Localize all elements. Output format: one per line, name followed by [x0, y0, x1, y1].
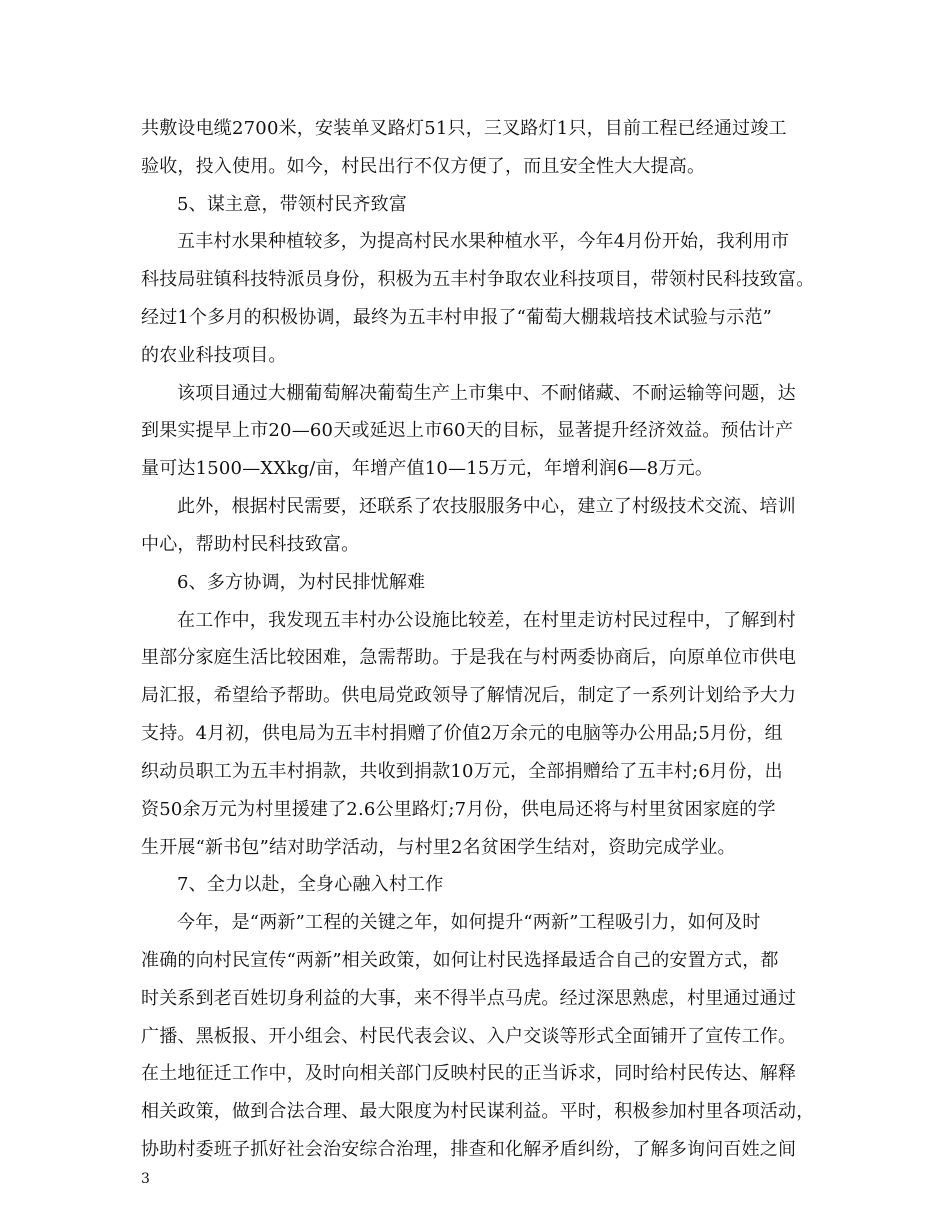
text-line: 经过1个多月的积极协调，最终为五丰村申报了“葡萄大棚栽培技术试验与示范” — [141, 307, 773, 328]
text-line: 验收，投入使用。如今，村民出行不仅方便了，而且安全性大大提高。 — [141, 156, 706, 177]
section-heading-5: 5、谋主意，带领村民齐致富 — [177, 194, 408, 215]
text-line: 生开展“新书包”结对助学活动，与村里2名贫困学生结对，资助完成学业。 — [141, 837, 736, 858]
text-line: 广播、黑板报、开小组会、村民代表会议、入户交谈等形式全面铺开了宣传工作。 — [141, 1026, 797, 1047]
text-line: 此外，根据村民需要，还联系了农技服服务中心，建立了村级技术交流、培训 — [177, 496, 796, 517]
text-line: 五丰村水果种植较多，为提高村民水果种植水平，今年4月份开始，我利用市 — [177, 231, 790, 252]
text-line: 准确的向村民宣传“两新”相关政策，如何让村民选择最适合自己的安置方式，都 — [141, 950, 779, 971]
text-line: 里部分家庭生活比较困难，急需帮助。于是我在与村两委协商后，向原单位市供电 — [141, 647, 797, 668]
text-line: 该项目通过大棚葡萄解决葡萄生产上市集中、不耐储藏、不耐运输等问题，达 — [177, 383, 796, 404]
section-heading-6: 6、多方协调，为村民排忧解难 — [177, 572, 426, 593]
text-line: 在工作中，我发现五丰村办公设施比较差，在村里走访村民过程中，了解到村 — [177, 610, 796, 631]
text-line: 局汇报，希望给予帮助。供电局党政领导了解情况后，制定了一系列计划给予大力 — [141, 685, 797, 706]
text-line: 到果实提早上市20—60天或延迟上市60天的目标，显著提升经济效益。预估计产 — [141, 420, 794, 441]
text-line: 支持。4月初，供电局为五丰村捐赠了价值2万余元的电脑等办公用品;5月份，组 — [141, 723, 783, 744]
text-line: 在土地征迁工作中，及时向相关部门反映村民的正当诉求，同时给村民传达、解释 — [141, 1063, 797, 1084]
text-line: 共敷设电缆2700米，安装单叉路灯51只，三叉路灯1只，目前工程已经通过竣工 — [141, 118, 787, 139]
text-line: 相关政策，做到合法合理、最大限度为村民谋利益。平时，积极参加村里各项活动， — [141, 1101, 815, 1122]
text-line: 中心，帮助村民科技致富。 — [141, 534, 360, 555]
text-line: 织动员职工为五丰村捐款，共收到捐款10万元，全部捐赠给了五丰村;6月份，出 — [141, 761, 783, 782]
text-line: 科技局驻镇科技特派员身份，积极为五丰村争取农业科技项目，带领村民科技致富。 — [141, 269, 815, 290]
text-line: 资50余万元为村里援建了2.6公里路灯;7月份，供电局还将与村里贫困家庭的学 — [141, 799, 776, 820]
text-line: 时关系到老百姓切身利益的大事，来不得半点马虎。经过深思熟虑，村里通过通过 — [141, 988, 797, 1009]
text-line: 协助村委班子抓好社会治安综合治理，排查和化解矛盾纠纷，了解多询问百姓之间 — [141, 1139, 797, 1160]
text-line: 量可达1500—XXkg/亩，年增产值10—15万元，年增利润6—8万元。 — [141, 458, 714, 479]
page-number: 3 — [141, 1171, 150, 1187]
section-heading-7: 7、全力以赴，全身心融入村工作 — [177, 874, 444, 895]
text-line: 的农业科技项目。 — [141, 345, 287, 366]
text-line: 今年，是“两新”工程的关键之年，如何提升“两新”工程吸引力，如何及时 — [177, 912, 761, 933]
